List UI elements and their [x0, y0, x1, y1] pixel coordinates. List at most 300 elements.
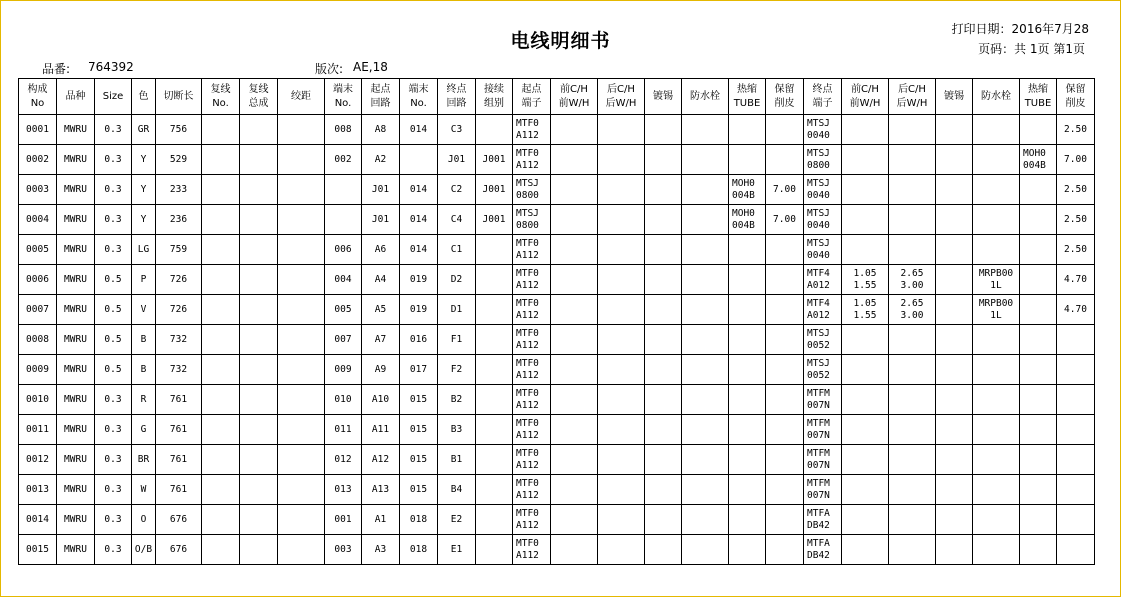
- table-cell: F2: [438, 355, 476, 385]
- table-cell: Y: [132, 205, 156, 235]
- table-cell: [729, 505, 766, 535]
- table-cell: [729, 535, 766, 565]
- table-cell: [278, 145, 325, 175]
- table-cell: MTF4 A012: [804, 295, 842, 325]
- table-cell: [400, 145, 438, 175]
- table-cell: MWRU: [57, 385, 95, 415]
- table-cell: MTFM 007N: [804, 385, 842, 415]
- table-cell: [598, 265, 645, 295]
- table-cell: [202, 325, 240, 355]
- table-cell: 018: [400, 505, 438, 535]
- table-cell: O/B: [132, 535, 156, 565]
- table-cell: [1057, 535, 1095, 565]
- table-cell: 0.5: [95, 295, 132, 325]
- table-cell: [202, 535, 240, 565]
- table-row: [19, 265, 1095, 295]
- table-cell: V: [132, 295, 156, 325]
- table-cell: [729, 235, 766, 265]
- table-cell: [1020, 505, 1057, 535]
- table-cell: [598, 205, 645, 235]
- table-cell: MWRU: [57, 505, 95, 535]
- table-cell: 0.3: [95, 385, 132, 415]
- table-cell: MTF0 A112: [513, 445, 551, 475]
- table-cell: 676: [156, 535, 202, 565]
- table-cell: [551, 325, 598, 355]
- table-cell: [598, 445, 645, 475]
- table-cell: [889, 145, 936, 175]
- table-cell: C3: [438, 115, 476, 145]
- table-cell: [645, 385, 682, 415]
- table-cell: MWRU: [57, 115, 95, 145]
- column-header: 构成 No: [19, 79, 57, 115]
- table-cell: [682, 145, 729, 175]
- table-cell: [682, 385, 729, 415]
- table-cell: MTF0 A112: [513, 415, 551, 445]
- table-cell: 0.3: [95, 535, 132, 565]
- table-cell: [682, 415, 729, 445]
- column-header: 保留 削皮: [1057, 79, 1095, 115]
- table-cell: [476, 115, 513, 145]
- table-cell: [729, 385, 766, 415]
- table-cell: [325, 175, 362, 205]
- table-cell: 0.3: [95, 505, 132, 535]
- table-row: [19, 415, 1095, 445]
- table-cell: [598, 475, 645, 505]
- table-cell: [766, 505, 804, 535]
- table-cell: [598, 415, 645, 445]
- table-cell: [645, 115, 682, 145]
- table-cell: 2.65 3.00: [889, 265, 936, 295]
- table-cell: [278, 265, 325, 295]
- table-cell: MTF0 A112: [513, 235, 551, 265]
- table-cell: [766, 295, 804, 325]
- column-header: 防水栓: [682, 79, 729, 115]
- table-cell: [682, 505, 729, 535]
- table-cell: [551, 145, 598, 175]
- table-cell: J001: [476, 205, 513, 235]
- table-cell: [936, 115, 973, 145]
- table-cell: [645, 265, 682, 295]
- table-cell: [202, 355, 240, 385]
- table-cell: MTFA DB42: [804, 505, 842, 535]
- table-cell: 761: [156, 385, 202, 415]
- table-cell: 726: [156, 295, 202, 325]
- table-cell: Y: [132, 175, 156, 205]
- table-cell: W: [132, 475, 156, 505]
- table-cell: 236: [156, 205, 202, 235]
- table-cell: MOH0 004B: [729, 205, 766, 235]
- table-cell: [936, 505, 973, 535]
- table-cell: 0011: [19, 415, 57, 445]
- table-cell: [645, 445, 682, 475]
- table-cell: 2.50: [1057, 115, 1095, 145]
- table-cell: [202, 265, 240, 295]
- table-cell: [278, 295, 325, 325]
- table-cell: [278, 175, 325, 205]
- column-header: 终点 端子: [804, 79, 842, 115]
- table-cell: [973, 205, 1020, 235]
- part-number-value: 764392: [88, 60, 134, 74]
- table-cell: MWRU: [57, 265, 95, 295]
- table-cell: [1057, 355, 1095, 385]
- table-cell: [240, 325, 278, 355]
- table-cell: [598, 145, 645, 175]
- table-cell: MWRU: [57, 205, 95, 235]
- table-cell: C4: [438, 205, 476, 235]
- table-cell: E1: [438, 535, 476, 565]
- table-cell: [1020, 385, 1057, 415]
- table-cell: [551, 205, 598, 235]
- table-cell: [240, 505, 278, 535]
- table-cell: [240, 265, 278, 295]
- table-cell: 529: [156, 145, 202, 175]
- table-cell: [936, 385, 973, 415]
- table-cell: [551, 505, 598, 535]
- table-cell: [682, 295, 729, 325]
- table-cell: [936, 325, 973, 355]
- table-cell: [278, 475, 325, 505]
- table-cell: 0015: [19, 535, 57, 565]
- table-cell: [766, 445, 804, 475]
- table-cell: MRPB00 1L: [973, 265, 1020, 295]
- table-cell: D1: [438, 295, 476, 325]
- table-cell: [889, 355, 936, 385]
- table-cell: 004: [325, 265, 362, 295]
- table-cell: [766, 235, 804, 265]
- table-cell: MTSJ 0040: [804, 205, 842, 235]
- table-cell: [973, 445, 1020, 475]
- table-cell: 0.3: [95, 175, 132, 205]
- table-cell: 0013: [19, 475, 57, 505]
- table-cell: [202, 115, 240, 145]
- table-cell: [1020, 205, 1057, 235]
- column-header: 端末 No.: [325, 79, 362, 115]
- table-cell: 005: [325, 295, 362, 325]
- table-cell: [1057, 415, 1095, 445]
- table-cell: [889, 385, 936, 415]
- table-cell: 0014: [19, 505, 57, 535]
- table-cell: [766, 385, 804, 415]
- table-cell: [240, 295, 278, 325]
- revision-value: AE,18: [353, 60, 388, 74]
- table-cell: [278, 385, 325, 415]
- table-cell: 2.50: [1057, 175, 1095, 205]
- table-cell: 2.50: [1057, 205, 1095, 235]
- table-cell: [645, 505, 682, 535]
- table-cell: [889, 175, 936, 205]
- table-cell: A10: [362, 385, 400, 415]
- revision-label: 版次:: [315, 62, 344, 76]
- table-cell: [551, 295, 598, 325]
- table-cell: [645, 235, 682, 265]
- table-cell: MTFA DB42: [804, 535, 842, 565]
- table-cell: J001: [476, 145, 513, 175]
- table-cell: [889, 325, 936, 355]
- table-cell: 0004: [19, 205, 57, 235]
- table-cell: [645, 205, 682, 235]
- table-cell: [842, 445, 889, 475]
- table-cell: [973, 415, 1020, 445]
- table-cell: Y: [132, 145, 156, 175]
- table-cell: MTF4 A012: [804, 265, 842, 295]
- table-cell: [476, 235, 513, 265]
- table-cell: A1: [362, 505, 400, 535]
- table-row: [19, 205, 1095, 235]
- table-cell: 0.3: [95, 115, 132, 145]
- table-cell: MTFM 007N: [804, 415, 842, 445]
- column-header: 镀锡: [936, 79, 973, 115]
- table-cell: G: [132, 415, 156, 445]
- table-cell: [202, 475, 240, 505]
- table-cell: [476, 385, 513, 415]
- column-header: 镀锡: [645, 79, 682, 115]
- table-cell: J01: [438, 145, 476, 175]
- table-cell: MWRU: [57, 475, 95, 505]
- table-cell: [240, 445, 278, 475]
- table-cell: A6: [362, 235, 400, 265]
- table-cell: [278, 235, 325, 265]
- table-cell: A3: [362, 535, 400, 565]
- table-cell: [240, 475, 278, 505]
- table-cell: J001: [476, 175, 513, 205]
- table-cell: MTF0 A112: [513, 535, 551, 565]
- table-cell: [766, 115, 804, 145]
- print-date: 打印日期：2016年7月28: [951, 22, 1089, 36]
- table-cell: 0001: [19, 115, 57, 145]
- table-cell: D2: [438, 265, 476, 295]
- table-cell: 018: [400, 535, 438, 565]
- table-cell: [240, 385, 278, 415]
- table-cell: 014: [400, 205, 438, 235]
- table-cell: [645, 535, 682, 565]
- table-cell: B1: [438, 445, 476, 475]
- table-cell: MWRU: [57, 415, 95, 445]
- table-cell: C2: [438, 175, 476, 205]
- table-cell: [240, 235, 278, 265]
- table-cell: [729, 415, 766, 445]
- table-cell: [729, 355, 766, 385]
- table-cell: [842, 415, 889, 445]
- table-cell: 0.3: [95, 445, 132, 475]
- table-cell: MTF0 A112: [513, 475, 551, 505]
- table-cell: J01: [362, 175, 400, 205]
- table-cell: [551, 115, 598, 145]
- table-cell: B4: [438, 475, 476, 505]
- column-header: 前C/H 前W/H: [551, 79, 598, 115]
- table-cell: B2: [438, 385, 476, 415]
- table-cell: C1: [438, 235, 476, 265]
- table-cell: MTSJ 0040: [804, 175, 842, 205]
- table-cell: [766, 535, 804, 565]
- table-cell: [889, 445, 936, 475]
- table-cell: [278, 535, 325, 565]
- table-cell: 006: [325, 235, 362, 265]
- table-cell: 010: [325, 385, 362, 415]
- table-cell: [1020, 355, 1057, 385]
- column-header: 前C/H 前W/H: [842, 79, 889, 115]
- column-header: 后C/H 后W/H: [598, 79, 645, 115]
- table-row: [19, 385, 1095, 415]
- table-cell: [278, 355, 325, 385]
- table-cell: [240, 145, 278, 175]
- table-cell: 761: [156, 445, 202, 475]
- table-cell: 015: [400, 385, 438, 415]
- table-cell: [729, 145, 766, 175]
- table-cell: 0005: [19, 235, 57, 265]
- table-cell: [1020, 175, 1057, 205]
- table-cell: 4.70: [1057, 265, 1095, 295]
- document-title: 电线明细书: [510, 30, 611, 52]
- table-cell: 7.00: [766, 175, 804, 205]
- part-number-label: 品番:: [42, 62, 71, 76]
- table-cell: [598, 535, 645, 565]
- table-cell: [551, 235, 598, 265]
- table-cell: [729, 325, 766, 355]
- table-cell: [202, 175, 240, 205]
- table-cell: [842, 175, 889, 205]
- table-cell: [645, 325, 682, 355]
- column-header: Size: [95, 79, 132, 115]
- table-cell: [729, 265, 766, 295]
- column-header: 热缩 TUBE: [1020, 79, 1057, 115]
- table-cell: [240, 205, 278, 235]
- table-cell: 015: [400, 415, 438, 445]
- table-cell: [766, 145, 804, 175]
- table-cell: [240, 535, 278, 565]
- table-cell: [729, 445, 766, 475]
- wire-detail-table: [18, 78, 1095, 565]
- table-cell: 0.3: [95, 475, 132, 505]
- table-row: [19, 505, 1095, 535]
- table-cell: [842, 115, 889, 145]
- table-cell: 014: [400, 175, 438, 205]
- table-cell: [766, 265, 804, 295]
- column-header: 接续 组别: [476, 79, 513, 115]
- table-cell: 0.3: [95, 145, 132, 175]
- table-cell: [598, 295, 645, 325]
- table-cell: [551, 355, 598, 385]
- table-cell: E2: [438, 505, 476, 535]
- table-cell: [1057, 445, 1095, 475]
- table-cell: [1057, 475, 1095, 505]
- table-cell: F1: [438, 325, 476, 355]
- table-cell: A12: [362, 445, 400, 475]
- table-cell: 0.5: [95, 355, 132, 385]
- table-cell: [936, 535, 973, 565]
- table-cell: MWRU: [57, 535, 95, 565]
- table-cell: 759: [156, 235, 202, 265]
- table-cell: A5: [362, 295, 400, 325]
- table-cell: 0.3: [95, 235, 132, 265]
- table-cell: [842, 235, 889, 265]
- table-cell: 676: [156, 505, 202, 535]
- table-cell: [973, 235, 1020, 265]
- table-row: [19, 325, 1095, 355]
- table-cell: A13: [362, 475, 400, 505]
- table-cell: 015: [400, 475, 438, 505]
- table-cell: [645, 475, 682, 505]
- table-cell: [973, 385, 1020, 415]
- table-cell: [842, 385, 889, 415]
- table-cell: [598, 325, 645, 355]
- table-cell: MTSJ 0800: [513, 175, 551, 205]
- table-cell: [551, 265, 598, 295]
- table-cell: [551, 445, 598, 475]
- table-cell: [1020, 295, 1057, 325]
- table-cell: [973, 505, 1020, 535]
- table-cell: A9: [362, 355, 400, 385]
- table-cell: [551, 535, 598, 565]
- table-cell: [889, 205, 936, 235]
- table-cell: 019: [400, 295, 438, 325]
- table-cell: [973, 175, 1020, 205]
- table-cell: R: [132, 385, 156, 415]
- table-cell: 0010: [19, 385, 57, 415]
- table-cell: [842, 355, 889, 385]
- table-cell: 0008: [19, 325, 57, 355]
- table-cell: MTF0 A112: [513, 505, 551, 535]
- table-cell: [842, 535, 889, 565]
- table-cell: [973, 535, 1020, 565]
- table-cell: [598, 175, 645, 205]
- table-cell: [202, 235, 240, 265]
- column-header: 端末 No.: [400, 79, 438, 115]
- table-cell: [682, 175, 729, 205]
- table-cell: [476, 535, 513, 565]
- table-row: [19, 115, 1095, 145]
- table-cell: [645, 295, 682, 325]
- table-cell: 761: [156, 475, 202, 505]
- table-cell: [476, 505, 513, 535]
- table-cell: [476, 475, 513, 505]
- column-header: 防水栓: [973, 79, 1020, 115]
- table-cell: [1057, 385, 1095, 415]
- table-cell: [842, 475, 889, 505]
- page-number: 页码：共 1页 第1页: [978, 42, 1085, 56]
- table-cell: 726: [156, 265, 202, 295]
- table-cell: 007: [325, 325, 362, 355]
- table-cell: [889, 505, 936, 535]
- table-cell: [202, 145, 240, 175]
- table-cell: [766, 475, 804, 505]
- table-cell: [842, 505, 889, 535]
- table-cell: MWRU: [57, 295, 95, 325]
- table-cell: 001: [325, 505, 362, 535]
- table-cell: [476, 295, 513, 325]
- table-cell: [240, 355, 278, 385]
- table-cell: MOH0 004B: [1020, 145, 1057, 175]
- table-cell: [598, 355, 645, 385]
- table-cell: 732: [156, 355, 202, 385]
- table-cell: 4.70: [1057, 295, 1095, 325]
- table-row: [19, 145, 1095, 175]
- column-header: 热缩 TUBE: [729, 79, 766, 115]
- table-cell: LG: [132, 235, 156, 265]
- table-cell: [240, 115, 278, 145]
- table-cell: [598, 235, 645, 265]
- table-cell: [598, 385, 645, 415]
- table-cell: MTSJ 0800: [513, 205, 551, 235]
- table-cell: MWRU: [57, 325, 95, 355]
- table-cell: 015: [400, 445, 438, 475]
- table-row: [19, 355, 1095, 385]
- table-cell: [889, 535, 936, 565]
- table-cell: 0.5: [95, 325, 132, 355]
- table-cell: 2.65 3.00: [889, 295, 936, 325]
- table-cell: [936, 145, 973, 175]
- table-cell: [682, 205, 729, 235]
- table-cell: MTF0 A112: [513, 295, 551, 325]
